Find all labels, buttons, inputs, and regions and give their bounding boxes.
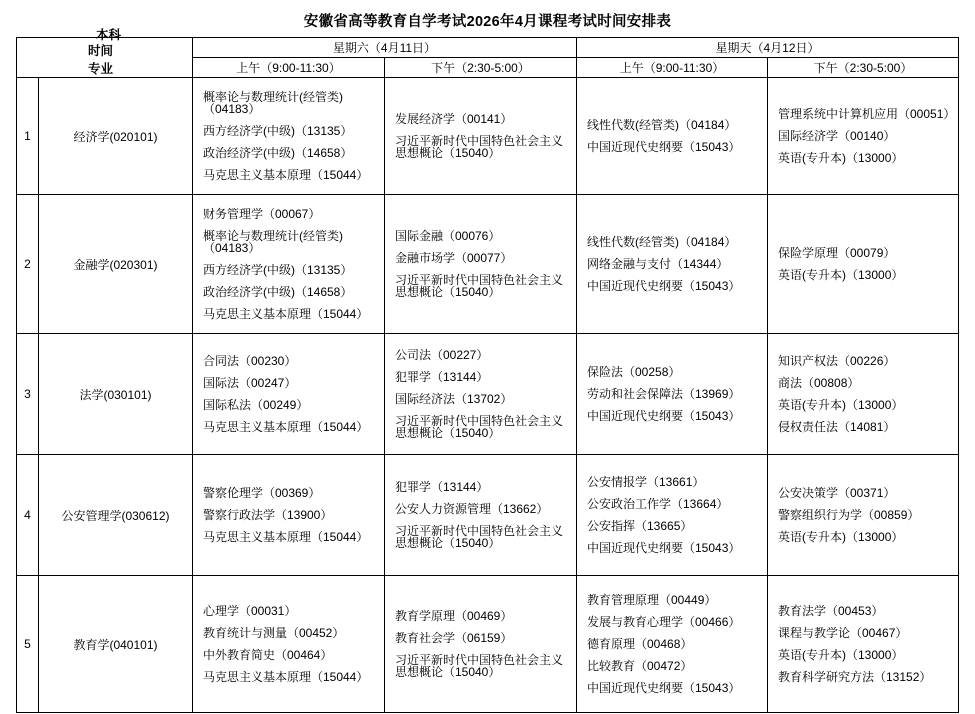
course-entry: 教育统计与测量（00452）: [202, 626, 345, 640]
course-entry: 国际金融（00076）: [394, 229, 501, 243]
course-entry: 马克思主义基本原理（15044）: [202, 530, 369, 544]
course-cell: [384, 195, 576, 334]
course-entry: 公安指挥（13665）: [587, 519, 693, 533]
row-major: 法学(030101): [38, 334, 192, 455]
row-index: 4: [16, 455, 38, 576]
table-row: [16, 78, 958, 195]
course-entry: 英语(专升本)（13000）: [778, 398, 904, 412]
course-entry: 管理系统中计算机应用（00051）: [778, 107, 956, 121]
course-entry: 教育科学研究方法（13152）: [778, 670, 932, 684]
course-entry: 犯罪学（13144）: [394, 480, 489, 494]
exam-schedule-table: [16, 37, 959, 713]
course-entry: 教育社会学（06159）: [394, 631, 513, 645]
row-index: 2: [16, 195, 38, 334]
course-entry: 商法（00808）: [778, 376, 860, 390]
course-entry: 犯罪学（13144）: [394, 370, 489, 384]
course-entry: 警察伦理学（00369）: [202, 486, 321, 500]
course-entry: 警察行政法学（13900）: [202, 508, 333, 522]
course-cell: [384, 455, 576, 576]
course-entry: 概率论与数理统计(经管类)（04183）: [202, 229, 343, 255]
course-entry: 公安决策学（00371）: [778, 486, 896, 500]
course-cell: [768, 576, 959, 713]
course-entry: 公司法（00227）: [394, 348, 489, 362]
level-label: 本科: [96, 28, 122, 42]
course-entry: 习近平新时代中国特色社会主义思想概论（15040）: [394, 134, 563, 160]
course-entry: 国际经济法（13702）: [394, 392, 513, 406]
course-entry: 线性代数(经管类)（04184）: [587, 235, 737, 249]
course-entry: 习近平新时代中国特色社会主义思想概论（15040）: [394, 524, 563, 550]
course-entry: 心理学（00031）: [202, 604, 297, 618]
course-entry: 习近平新时代中国特色社会主义思想概论（15040）: [394, 414, 563, 440]
header-slot-sun-afternoon: 下午（2:30-5:00）: [768, 58, 959, 78]
course-cell: [192, 455, 384, 576]
course-entry: 教育法学（00453）: [778, 604, 884, 618]
course-cell: [384, 576, 576, 713]
course-entry: 发展经济学（00141）: [394, 112, 513, 126]
table-row: [16, 195, 958, 334]
row-index: 5: [16, 576, 38, 713]
course-entry: 网络金融与支付（14344）: [587, 257, 729, 271]
course-entry: 中国近现代史纲要（15043）: [587, 140, 741, 154]
course-entry: 金融市场学（00077）: [394, 251, 513, 265]
row-major: 经济学(020101): [38, 78, 192, 195]
header-time-label: 时间: [87, 43, 113, 58]
header-slot-sat-morning: 上午（9:00-11:30）: [192, 58, 384, 78]
course-entry: 保险法（00258）: [587, 365, 681, 379]
course-entry: 国际经济学（00140）: [778, 129, 896, 143]
course-entry: 英语(专升本)（13000）: [778, 268, 904, 282]
course-entry: 财务管理学（00067）: [202, 207, 321, 221]
row-major: 教育学(040101): [38, 576, 192, 713]
header-slot-sat-afternoon: 下午（2:30-5:00）: [384, 58, 576, 78]
course-entry: 政治经济学(中级)（14658）: [202, 285, 353, 299]
course-cell: [384, 78, 576, 195]
course-entry: 发展与教育心理学（00466）: [587, 615, 741, 629]
course-entry: 西方经济学(中级)（13135）: [202, 263, 353, 277]
header-corner-cell: [16, 38, 192, 78]
header-slot-sun-morning: 上午（9:00-11:30）: [577, 58, 768, 78]
course-entry: 中国近现代史纲要（15043）: [587, 279, 741, 293]
course-entry: 英语(专升本)（13000）: [778, 151, 904, 165]
course-cell: [577, 78, 768, 195]
table-row: [16, 576, 958, 713]
course-cell: [577, 576, 768, 713]
course-entry: 习近平新时代中国特色社会主义思想概论（15040）: [394, 273, 563, 299]
course-cell: [192, 576, 384, 713]
course-entry: 中国近现代史纲要（15043）: [587, 541, 741, 555]
course-entry: 国际法（00247）: [202, 376, 297, 390]
course-entry: 警察组织行为学（00859）: [778, 508, 920, 522]
header-major-label: 专业: [87, 61, 113, 76]
course-entry: 课程与教学论（00467）: [778, 626, 908, 640]
header-day-saturday: 星期六（4月11日）: [192, 38, 576, 58]
course-cell: [384, 334, 576, 455]
course-cell: [577, 195, 768, 334]
course-entry: 马克思主义基本原理（15044）: [202, 420, 369, 434]
course-entry: 中国近现代史纲要（15043）: [587, 409, 741, 423]
course-entry: 公安政治工作学（13664）: [587, 497, 729, 511]
table-row: [16, 455, 958, 576]
course-entry: 中外教育简史（00464）: [202, 648, 333, 662]
table-row: [16, 334, 958, 455]
header-day-sunday: 星期天（4月12日）: [577, 38, 959, 58]
course-entry: 英语(专升本)（13000）: [778, 530, 904, 544]
course-cell: [768, 455, 959, 576]
course-entry: 知识产权法（00226）: [778, 354, 896, 368]
page-title: 安徽省高等教育自学考试2026年4月课程考试时间安排表: [303, 14, 672, 30]
course-cell: [577, 334, 768, 455]
course-entry: 西方经济学(中级)（13135）: [202, 124, 353, 138]
row-index: 3: [16, 334, 38, 455]
course-entry: 马克思主义基本原理（15044）: [202, 670, 369, 684]
course-entry: 中国近现代史纲要（15043）: [587, 681, 741, 695]
course-entry: 侵权责任法（14081）: [778, 420, 896, 434]
course-entry: 德育原理（00468）: [587, 637, 693, 651]
course-cell: [768, 78, 959, 195]
course-entry: 公安情报学（13661）: [587, 475, 705, 489]
course-entry: 合同法（00230）: [202, 354, 297, 368]
course-entry: 教育学原理（00469）: [394, 609, 513, 623]
course-entry: 马克思主义基本原理（15044）: [202, 168, 369, 182]
course-cell: [192, 78, 384, 195]
row-index: 1: [16, 78, 38, 195]
course-cell: [192, 195, 384, 334]
course-entry: 英语(专升本)（13000）: [778, 648, 904, 662]
course-entry: 国际私法（00249）: [202, 398, 309, 412]
row-major: 公安管理学(030612): [38, 455, 192, 576]
row-major: 金融学(020301): [38, 195, 192, 334]
course-entry: 保险学原理（00079）: [778, 246, 896, 260]
course-entry: 概率论与数理统计(经管类)（04183）: [202, 90, 343, 116]
course-cell: [768, 334, 959, 455]
course-cell: [768, 195, 959, 334]
course-entry: 劳动和社会保障法（13969）: [587, 387, 741, 401]
course-cell: [192, 334, 384, 455]
course-entry: 马克思主义基本原理（15044）: [202, 307, 369, 321]
course-entry: 比较教育（00472）: [587, 659, 693, 673]
course-entry: 政治经济学(中级)（14658）: [202, 146, 353, 160]
table-header-row-days: [16, 38, 958, 58]
course-cell: [577, 455, 768, 576]
course-entry: 公安人力资源管理（13662）: [394, 502, 549, 516]
course-entry: 教育管理原理（00449）: [587, 593, 717, 607]
course-entry: 习近平新时代中国特色社会主义思想概论（15040）: [394, 653, 563, 679]
course-entry: 线性代数(经管类)（04184）: [587, 118, 737, 132]
